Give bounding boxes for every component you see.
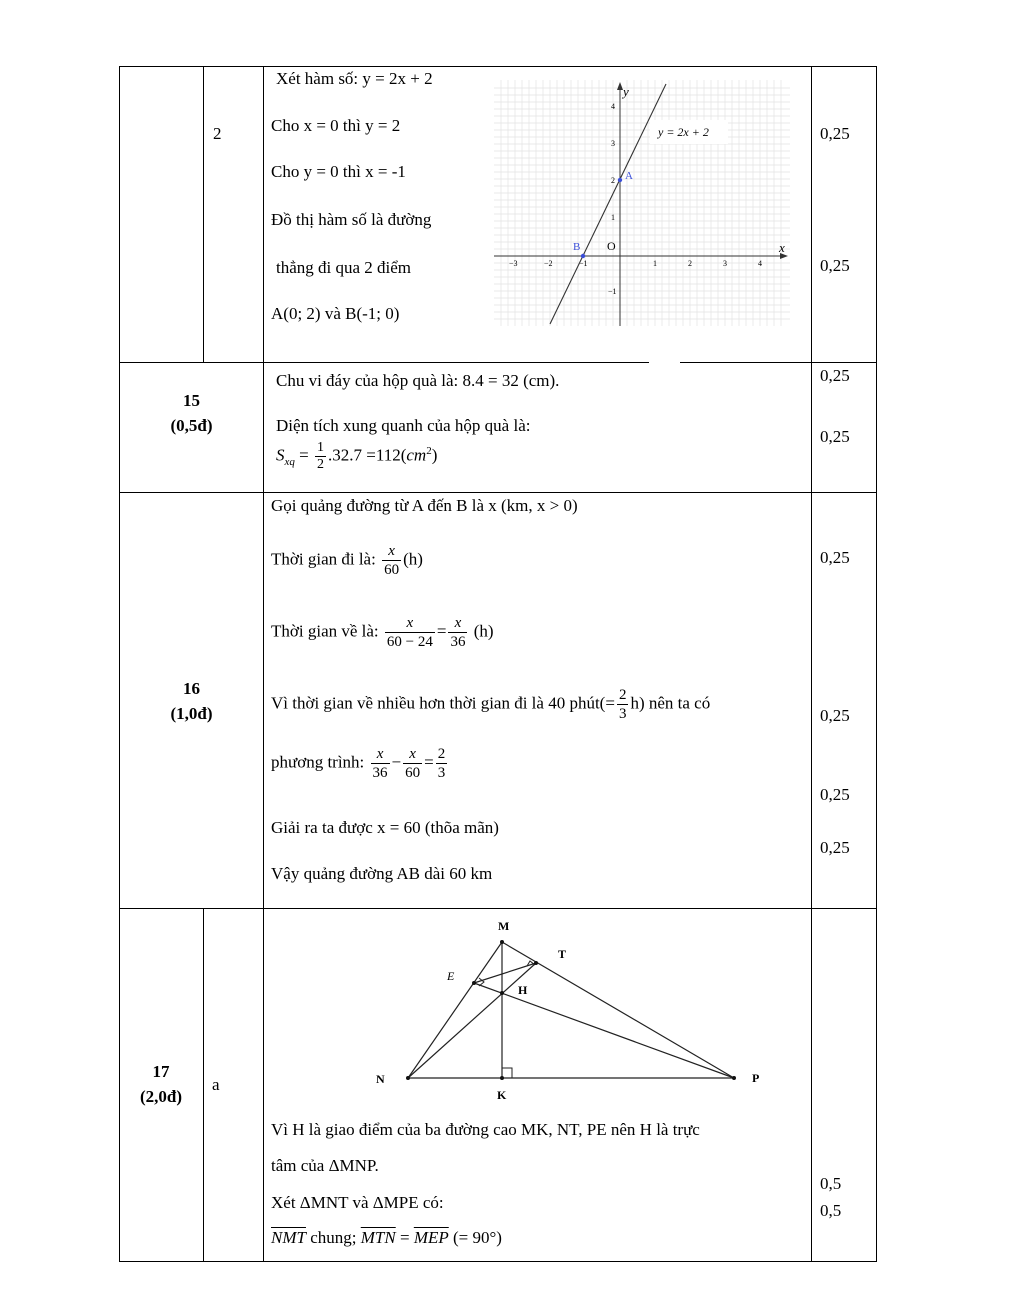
row17-line-1: Vì H là giao điểm của ba đường cao MK, NT, PE nên H là trực	[271, 1120, 700, 1139]
table-top-line	[119, 66, 877, 67]
segment-et	[474, 963, 536, 983]
right-angle-k	[502, 1068, 512, 1078]
angle-mep: $\overline{MEP}$	[413, 1228, 449, 1247]
row16-score-2: 0,25	[820, 706, 850, 725]
x-tick-label: −1	[579, 259, 588, 268]
y-tick-label: 2	[611, 176, 615, 185]
fraction-one-half: $\frac{1}{2}$	[316, 440, 324, 472]
fraction-two-thirds-b: $\frac{2}{3}$	[437, 746, 446, 781]
y-tick-label: 1	[611, 213, 615, 222]
row14-part-label: 2	[213, 124, 222, 143]
row14-line-2: Cho x = 0 thì y = 2	[271, 116, 401, 135]
label-k: K	[497, 1088, 507, 1102]
row17-line-2: tâm của ΔMNP.	[271, 1156, 379, 1175]
part-column-border-row14	[203, 66, 204, 362]
row-divider-14-15-a	[119, 362, 649, 363]
line-label: y = 2x + 2	[658, 125, 709, 139]
row16-score-1: 0,25	[820, 548, 850, 567]
formula-sub: xq	[284, 455, 295, 468]
table-left-border	[119, 66, 120, 1262]
table-right-border	[876, 66, 877, 1262]
label-m: M	[498, 919, 510, 933]
fraction-x-60: $\frac{x}{60}$	[384, 543, 400, 578]
row16-line-5: phương trình: $\frac{x}{36}$ − $\frac{x}{60}$ = $\frac{2}{3}$	[271, 746, 446, 781]
label-n: N	[376, 1072, 385, 1086]
fraction-x-60-minus-24: $\frac{x}{60 - 24}$	[386, 615, 433, 650]
score-column-border	[811, 66, 812, 1262]
x-tick-label: 4	[758, 259, 762, 268]
graph-grid	[494, 80, 790, 326]
row-divider-15-16	[119, 492, 877, 493]
x-tick-label: 1	[653, 259, 657, 268]
point-a-label: A	[625, 170, 633, 182]
point-a	[618, 178, 622, 182]
triangle-figure	[370, 912, 770, 1108]
origin-label: O	[607, 239, 616, 253]
row14-line-4: Đồ thị hàm số là đường	[271, 210, 432, 229]
table-bottom-line	[119, 1261, 877, 1262]
row15-formula: $S_{xq}$ = $\frac{1}{2}$ $.32.7 =112(cm^2)$	[276, 440, 438, 472]
side-mn	[408, 942, 502, 1078]
formula-s: S	[276, 445, 285, 465]
label-p: P	[752, 1071, 760, 1085]
x-tick-label: −3	[509, 259, 518, 268]
y-axis-label: y	[623, 84, 629, 99]
row14-line-6: A(0; 2) và B(-1; 0)	[271, 304, 400, 323]
row15-number: 15	[183, 391, 200, 410]
point-b-label: B	[573, 241, 581, 253]
row16-score-4: 0,25	[820, 838, 850, 857]
row15-line-1: Chu vi đáy của hộp quà là: 8.4 = 32 (cm).	[276, 371, 560, 390]
x-axis-label: x	[779, 240, 785, 255]
row17-line-4: $\overline{NMT}$ chung; $\overline{MTN} = \overline{MEP}$ (= 90°)	[271, 1228, 502, 1247]
angle-mtn: $\overline{MTN}$	[360, 1228, 396, 1247]
row17-score-1: 0,5	[820, 1174, 842, 1193]
x-tick-label: −2	[544, 259, 553, 268]
point-b	[581, 254, 585, 258]
y-tick-label: 4	[611, 102, 615, 111]
row16-line-1: Gọi quảng đường từ A đến B là x (km, x > 0)	[271, 496, 578, 515]
row-divider-16-17	[119, 908, 877, 909]
x-tick-label: 3	[723, 259, 727, 268]
content-column-border	[263, 66, 264, 1262]
altitude-pe	[474, 983, 734, 1078]
row14-line-1: Xét hàm số: y = 2x + 2	[276, 69, 433, 88]
row16-line-7: Vậy quảng đường AB dài 60 km	[271, 864, 493, 883]
row17-part-label: a	[212, 1075, 220, 1094]
row16-line-6: Giải ra ta được x = 60 (thõa mãn)	[271, 818, 499, 837]
row16-points: (1,0đ)	[170, 704, 213, 723]
altitude-nt	[408, 963, 536, 1078]
label-h: H	[518, 983, 528, 997]
row14-line-5: thẳng đi qua 2 điểm	[276, 258, 412, 277]
fraction-x-60-b: $\frac{x}{60}$	[405, 746, 421, 781]
y-tick-label: 3	[611, 139, 615, 148]
row16-line-3: Thời gian về là: $\frac{x}{60 - 24}$ = $\frac{x}{36}$ (h)	[271, 615, 494, 650]
y-tick-labels	[608, 102, 617, 296]
row-divider-14-15-b	[680, 362, 877, 363]
row17-number: 17	[152, 1062, 170, 1081]
x-tick-labels	[509, 259, 762, 268]
row15-score-1: 0,25	[820, 366, 850, 385]
label-e: E	[447, 969, 455, 983]
function-graph	[494, 80, 794, 326]
row17-points: (2,0đ)	[139, 1087, 183, 1106]
right-angle-e	[479, 978, 484, 986]
part-column-border-row17	[203, 908, 204, 1262]
row14-line-3: Cho y = 0 thì x = -1	[271, 162, 406, 181]
row16-line-4: Vì thời gian về nhiều hơn thời gian đi là 40 phút(= $\frac{2}{3}$ h) nên ta có	[271, 687, 711, 722]
row14-score-1: 0,25	[820, 124, 850, 143]
row15-score-2: 0,25	[820, 427, 850, 446]
fraction-two-thirds: $\frac{2}{3}$	[618, 687, 627, 722]
angle-nmt: $\overline{NMT}$	[271, 1228, 306, 1247]
row15-line-2: Diện tích xung quanh của hộp quà là:	[276, 416, 531, 435]
row15-points: (0,5đ)	[170, 416, 213, 435]
y-tick-label: −1	[608, 287, 617, 296]
row16-line-2: Thời gian đi là: $\frac{x}{60}$ (h)	[271, 543, 423, 578]
fraction-x-36: $\frac{x}{36}$	[450, 615, 466, 650]
row16-score-3: 0,25	[820, 785, 850, 804]
row17-score-2: 0,5	[820, 1201, 842, 1220]
fraction-x-36-b: $\frac{x}{36}$	[372, 746, 388, 781]
label-t: T	[558, 947, 567, 961]
row16-number: 16	[183, 679, 200, 698]
row17-line-3: Xét ΔMNT và ΔMPE có:	[271, 1193, 444, 1212]
row14-score-2: 0,25	[820, 256, 850, 275]
x-tick-label: 2	[688, 259, 692, 268]
